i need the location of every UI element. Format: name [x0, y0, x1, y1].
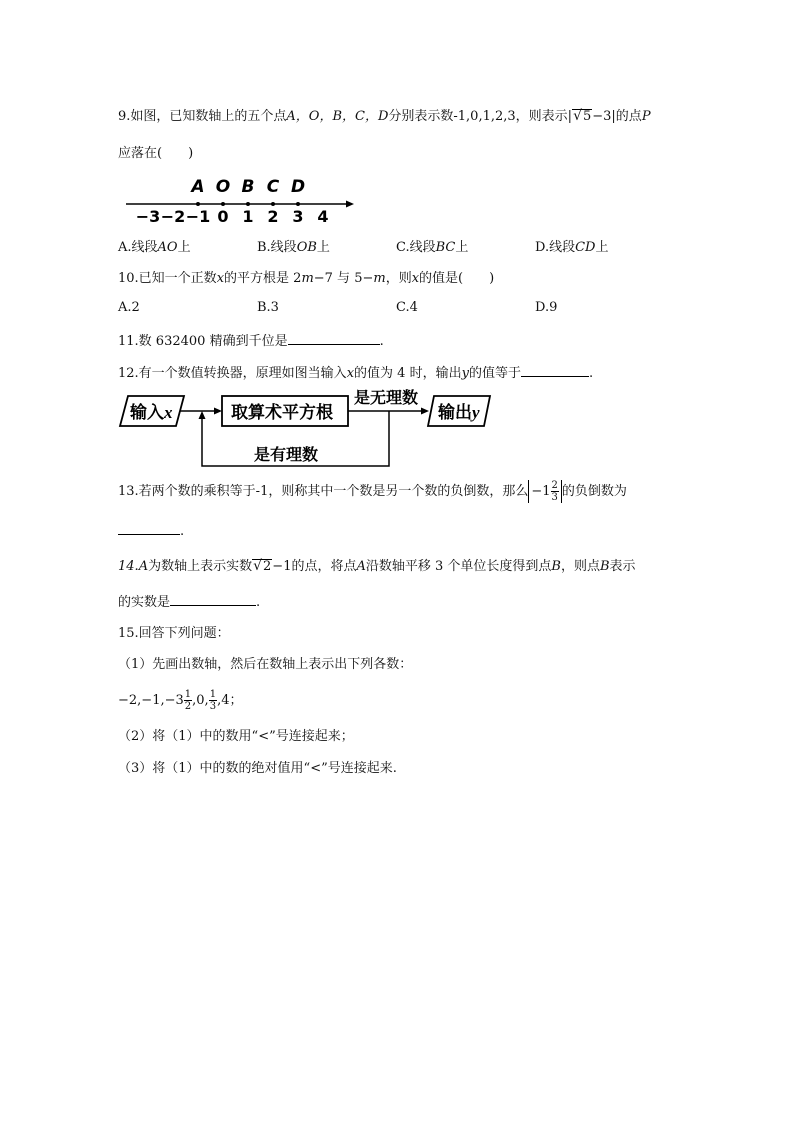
q14-end: . [256, 595, 261, 610]
q13-post: 的负倒数为 [561, 484, 627, 499]
q12-answer-blank[interactable] [521, 364, 589, 377]
q10-mid2: −7 与 5− [313, 271, 374, 286]
opt-b-pre: B.线段 [257, 240, 297, 255]
point-label: A [191, 177, 205, 197]
q9-line1 [118, 108, 651, 126]
q12-pre: 12.有一个数值转换器，原理如图当输入 [118, 366, 347, 381]
rational-label: 是有理数 [254, 445, 319, 464]
q14-mid5: 表示 [609, 559, 636, 574]
q14-point-a2: A [356, 559, 366, 574]
q11-end: . [379, 334, 384, 349]
q14-line2-text: 的实数是 [118, 595, 171, 610]
q15-numbers [118, 689, 242, 712]
q10-option-c[interactable]: C.4 [396, 300, 418, 315]
point-label: B [241, 177, 255, 197]
number-line-figure [120, 172, 360, 228]
q9-points: A，O，B，C，D [286, 109, 389, 124]
q9-line2: 应落在( ) [118, 146, 194, 161]
q15-part2: （2）将（1）中的数用“<”号连接起来； [118, 729, 354, 744]
arrowhead-1 [214, 408, 222, 415]
q9-option-c[interactable] [396, 239, 468, 257]
frac2-den: 3 [209, 701, 217, 712]
q10-option-a[interactable]: A.2 [118, 300, 140, 315]
opt-a-pre: A.线段 [118, 240, 158, 255]
converter-flowchart [118, 384, 508, 470]
opt-c-pre: C.线段 [396, 240, 436, 255]
q14-point-b2: B [599, 559, 610, 574]
q15-part3: （3）将（1）中的数的绝对值用“<”号连接起来. [118, 761, 397, 776]
q14-line2 [118, 593, 260, 612]
q13-pre: 13.若两个数的乘积等于-1，则称其中一个数是另一个数的负倒数，那么 [118, 484, 529, 499]
tick-label: 0 [217, 207, 229, 226]
point-label: O [215, 177, 231, 197]
q15-nums-post: ,4； [217, 693, 243, 708]
q14-mid1: 为数轴上表示实数 [148, 559, 253, 574]
output-label: 输出y [438, 403, 480, 423]
frac1-den: 2 [184, 701, 192, 712]
q10-post: 的值是( ) [419, 271, 495, 286]
q15-nums-pre: −2,−1,−3 [118, 693, 184, 708]
q15-nums-mid: ,0, [192, 693, 209, 708]
q10-var-x: x [216, 271, 225, 286]
point-label: D [290, 177, 306, 197]
tick-label: −2 [160, 207, 186, 226]
opt-c-seg: BC [435, 240, 456, 255]
tick-label: 3 [292, 207, 304, 226]
opt-a-post: 上 [177, 240, 191, 255]
opt-d-seg: CD [575, 240, 596, 255]
q11-answer-blank[interactable] [288, 332, 380, 345]
sqrt2-arg: 2 [263, 559, 272, 574]
q9-option-d[interactable] [535, 239, 608, 257]
q13-end: . [180, 524, 185, 539]
q10-mid3: ，则 [385, 271, 412, 286]
q14-point-a: A [138, 559, 149, 574]
q15-part1: （1）先画出数轴，然后在数轴上表示出下列各数： [118, 657, 413, 672]
q10-pre: 10.已知一个正数 [118, 271, 217, 286]
frac-den: 3 [551, 492, 558, 503]
q9-text-minus: −3|的点 [592, 109, 642, 124]
q12-post: 的值等于 [468, 366, 521, 381]
point-dot [246, 202, 250, 206]
q12-var-x: x [346, 366, 355, 381]
frac2-num: 1 [209, 689, 217, 700]
q9-text: 9.如图，已知数轴上的五个点 [118, 109, 287, 124]
tick-label: −3 [135, 207, 161, 226]
point-dot [271, 202, 275, 206]
q10-option-d[interactable]: D.9 [535, 300, 558, 315]
opt-b-post: 上 [316, 240, 330, 255]
q14-answer-blank[interactable] [170, 593, 256, 606]
q11-line [118, 332, 384, 351]
q12-mid: 的值为 4 时，输出 [354, 366, 462, 381]
point-label: C [266, 177, 280, 197]
q12-line [118, 364, 593, 383]
opt-d-pre: D.线段 [535, 240, 576, 255]
q14-mid3: 沿数轴平移 3 个单位长度得到点 [365, 559, 552, 574]
point-dot [221, 202, 225, 206]
fraction-1-2 [184, 689, 192, 712]
process-label: 取算术平方根 [231, 403, 333, 423]
fraction-2-3 [551, 480, 559, 503]
tick-label: 4 [317, 207, 329, 226]
opt-d-post: 上 [595, 240, 609, 255]
q10-var-m2: m [373, 271, 386, 286]
axis-arrow [346, 201, 354, 208]
q15-title: 15.回答下列问题： [118, 626, 230, 641]
q10-var-x2: x [411, 271, 420, 286]
tick-label: 1 [242, 207, 254, 226]
mixed-number-abs [528, 480, 562, 503]
point-dot [196, 202, 200, 206]
q14-mid2: −1的点，将点 [272, 559, 357, 574]
sqrt-2: √2 [253, 558, 272, 574]
opt-a-seg: AO [157, 240, 178, 255]
q9-option-a[interactable] [118, 239, 191, 257]
irrational-label: 是无理数 [354, 388, 419, 407]
q13-answer-blank[interactable] [118, 522, 180, 535]
tick-label: −1 [185, 207, 211, 226]
q14-pre: 14. [118, 559, 139, 574]
q10-option-b[interactable]: B.3 [257, 300, 279, 315]
q14-mid4: ，则点 [560, 559, 600, 574]
sqrt-5: √5 [573, 108, 592, 124]
q10-line [118, 270, 494, 288]
q13-line2 [118, 522, 184, 541]
input-label: 输入x [130, 403, 173, 423]
q14-line1 [118, 558, 636, 576]
frac-num: 2 [551, 480, 558, 491]
sqrt-arg: 5 [582, 109, 592, 124]
q10-mid1: 的平方根是 2 [224, 271, 302, 286]
fraction-1-3 [209, 689, 217, 712]
arrowhead-3 [199, 411, 206, 419]
point-p: P [641, 109, 651, 124]
opt-c-post: 上 [455, 240, 469, 255]
point-dot [296, 202, 300, 206]
mixed-whole: −1 [531, 484, 551, 499]
opt-b-seg: OB [296, 240, 317, 255]
q13-line [118, 480, 627, 503]
arrowhead-2 [421, 408, 429, 415]
q12-var-y: y [461, 366, 469, 381]
frac1-num: 1 [184, 689, 192, 700]
tick-label: 2 [267, 207, 279, 226]
q11-text: 11.数 632400 精确到千位是 [118, 334, 288, 349]
q12-end: . [588, 366, 594, 381]
q9-text-mid: 分别表示数-1,0,1,2,3，则表示| [388, 109, 573, 124]
q9-option-b[interactable] [257, 239, 330, 257]
q14-point-b: B [551, 559, 561, 574]
q10-var-m1: m [301, 271, 314, 286]
